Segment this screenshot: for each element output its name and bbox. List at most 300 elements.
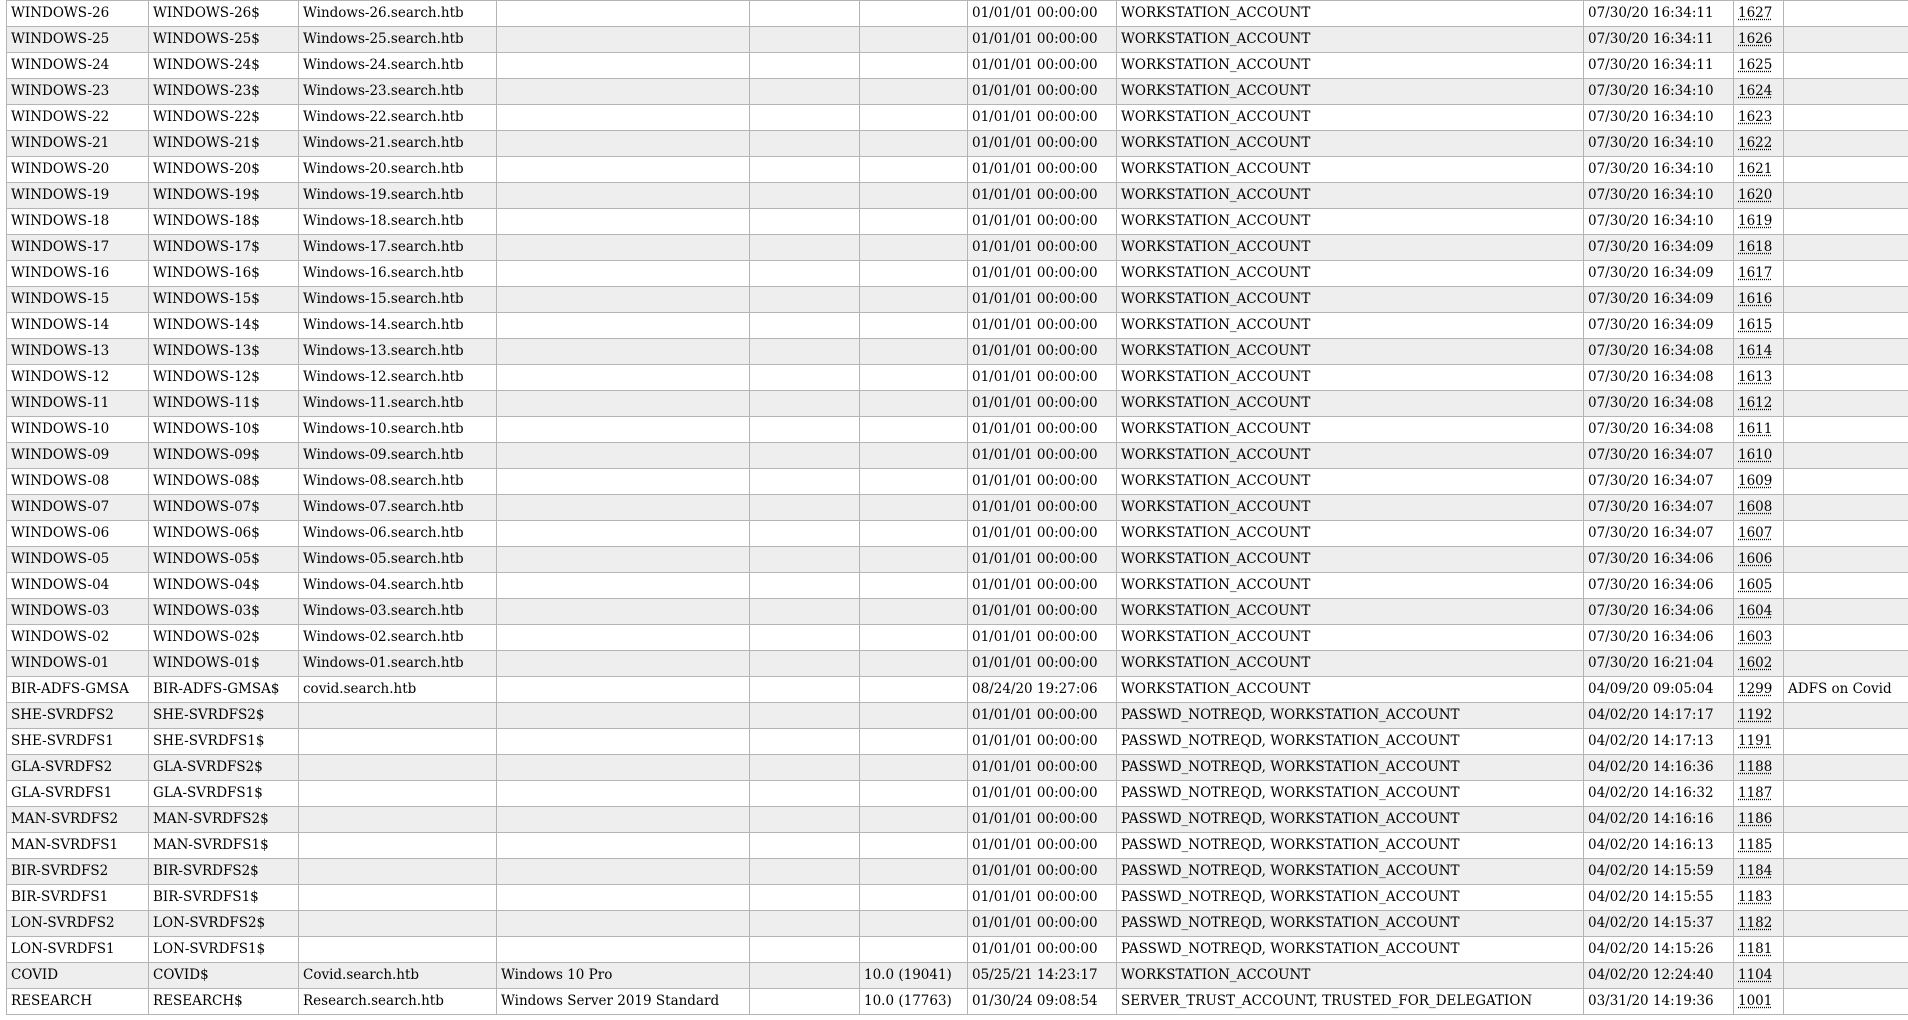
- sid-link[interactable]: 1627: [1738, 5, 1773, 21]
- cell-cn: MAN-SVRDFS1: [7, 833, 149, 859]
- cell-dns-hostname: [299, 885, 497, 911]
- sid-link[interactable]: 1606: [1738, 551, 1773, 567]
- cell-last-logon: 08/24/20 19:27:06: [968, 677, 1117, 703]
- sid-link[interactable]: 1617: [1738, 265, 1773, 281]
- sid-link[interactable]: 1619: [1738, 213, 1773, 229]
- cell-created: 07/30/20 16:34:09: [1584, 313, 1734, 339]
- cell-dns-hostname: Windows-16.search.htb: [299, 261, 497, 287]
- table-row: [7, 729, 1908, 755]
- sid-link[interactable]: 1607: [1738, 525, 1773, 541]
- cell-service-pack: [750, 53, 860, 79]
- cell-service-pack: [750, 807, 860, 833]
- cell-sid: [1734, 235, 1784, 261]
- cell-description: [1784, 391, 1908, 417]
- cell-description: [1784, 807, 1908, 833]
- cell-operating-system: [497, 209, 750, 235]
- sid-link[interactable]: 1625: [1738, 57, 1773, 73]
- cell-flags: WORKSTATION_ACCOUNT: [1117, 183, 1584, 209]
- cell-sid: [1734, 937, 1784, 963]
- cell-description: [1784, 495, 1908, 521]
- sid-link[interactable]: 1188: [1738, 759, 1773, 775]
- cell-created: 04/02/20 14:15:55: [1584, 885, 1734, 911]
- cell-service-pack: [750, 495, 860, 521]
- cell-dns-hostname: Windows-17.search.htb: [299, 235, 497, 261]
- cell-sid: [1734, 417, 1784, 443]
- cell-operating-system: [497, 313, 750, 339]
- cell-flags: WORKSTATION_ACCOUNT: [1117, 599, 1584, 625]
- cell-flags: WORKSTATION_ACCOUNT: [1117, 547, 1584, 573]
- cell-flags: WORKSTATION_ACCOUNT: [1117, 417, 1584, 443]
- cell-last-logon: 01/01/01 00:00:00: [968, 599, 1117, 625]
- cell-sid: [1734, 209, 1784, 235]
- cell-description: [1784, 235, 1908, 261]
- cell-flags: WORKSTATION_ACCOUNT: [1117, 235, 1584, 261]
- cell-cn: BIR-SVRDFS2: [7, 859, 149, 885]
- cell-os-version: [860, 469, 968, 495]
- cell-os-version: [860, 495, 968, 521]
- cell-created: 07/30/20 16:34:08: [1584, 339, 1734, 365]
- cell-dns-hostname: Windows-05.search.htb: [299, 547, 497, 573]
- cell-os-version: [860, 807, 968, 833]
- sid-link[interactable]: 1604: [1738, 603, 1773, 619]
- cell-service-pack: [750, 443, 860, 469]
- cell-sam-account-name: WINDOWS-19$: [149, 183, 299, 209]
- cell-dns-hostname: [299, 703, 497, 729]
- cell-os-version: [860, 781, 968, 807]
- cell-sam-account-name: COVID$: [149, 963, 299, 989]
- sid-link[interactable]: 1104: [1738, 967, 1773, 983]
- cell-sid: [1734, 885, 1784, 911]
- cell-cn: WINDOWS-08: [7, 469, 149, 495]
- cell-created: 07/30/20 16:34:10: [1584, 79, 1734, 105]
- table-row: [7, 469, 1908, 495]
- cell-last-logon: 05/25/21 14:23:17: [968, 963, 1117, 989]
- cell-flags: WORKSTATION_ACCOUNT: [1117, 677, 1584, 703]
- cell-cn: SHE-SVRDFS2: [7, 703, 149, 729]
- cell-description: [1784, 521, 1908, 547]
- cell-cn: WINDOWS-23: [7, 79, 149, 105]
- cell-sid: [1734, 963, 1784, 989]
- cell-sam-account-name: GLA-SVRDFS2$: [149, 755, 299, 781]
- cell-dns-hostname: [299, 781, 497, 807]
- cell-cn: WINDOWS-17: [7, 235, 149, 261]
- cell-service-pack: [750, 27, 860, 53]
- cell-service-pack: [750, 365, 860, 391]
- cell-sam-account-name: BIR-ADFS-GMSA$: [149, 677, 299, 703]
- cell-cn: WINDOWS-26: [7, 1, 149, 27]
- cell-description: [1784, 963, 1908, 989]
- cell-last-logon: 01/01/01 00:00:00: [968, 937, 1117, 963]
- sid-link[interactable]: 1613: [1738, 369, 1773, 385]
- cell-description: [1784, 79, 1908, 105]
- cell-created: 04/02/20 14:15:59: [1584, 859, 1734, 885]
- cell-created: 07/30/20 16:34:09: [1584, 287, 1734, 313]
- cell-created: 04/02/20 14:16:13: [1584, 833, 1734, 859]
- cell-operating-system: [497, 833, 750, 859]
- cell-sam-account-name: WINDOWS-24$: [149, 53, 299, 79]
- cell-sid: [1734, 495, 1784, 521]
- sid-link[interactable]: 1181: [1738, 941, 1773, 957]
- cell-sam-account-name: WINDOWS-01$: [149, 651, 299, 677]
- cell-last-logon: 01/01/01 00:00:00: [968, 235, 1117, 261]
- cell-description: [1784, 131, 1908, 157]
- cell-cn: WINDOWS-25: [7, 27, 149, 53]
- cell-operating-system: [497, 859, 750, 885]
- cell-flags: WORKSTATION_ACCOUNT: [1117, 131, 1584, 157]
- cell-created: 07/30/20 16:34:10: [1584, 157, 1734, 183]
- table-row: [7, 703, 1908, 729]
- cell-description: [1784, 469, 1908, 495]
- cell-service-pack: [750, 1, 860, 27]
- cell-created: 07/30/20 16:34:07: [1584, 521, 1734, 547]
- cell-sid: [1734, 755, 1784, 781]
- cell-os-version: [860, 53, 968, 79]
- table-row: [7, 417, 1908, 443]
- sid-link[interactable]: 1001: [1738, 993, 1773, 1009]
- cell-description: [1784, 573, 1908, 599]
- table-row: [7, 209, 1908, 235]
- cell-sid: [1734, 469, 1784, 495]
- cell-sam-account-name: WINDOWS-17$: [149, 235, 299, 261]
- cell-cn: WINDOWS-04: [7, 573, 149, 599]
- cell-service-pack: [750, 625, 860, 651]
- cell-dns-hostname: Windows-25.search.htb: [299, 27, 497, 53]
- cell-dns-hostname: Windows-10.search.htb: [299, 417, 497, 443]
- cell-cn: WINDOWS-15: [7, 287, 149, 313]
- cell-flags: WORKSTATION_ACCOUNT: [1117, 157, 1584, 183]
- cell-flags: PASSWD_NOTREQD, WORKSTATION_ACCOUNT: [1117, 885, 1584, 911]
- cell-description: [1784, 157, 1908, 183]
- cell-dns-hostname: Windows-13.search.htb: [299, 339, 497, 365]
- cell-sid: [1734, 781, 1784, 807]
- table-row: [7, 391, 1908, 417]
- cell-dns-hostname: Windows-21.search.htb: [299, 131, 497, 157]
- cell-sid: [1734, 625, 1784, 651]
- cell-cn: WINDOWS-22: [7, 105, 149, 131]
- table-row: [7, 859, 1908, 885]
- cell-description: [1784, 27, 1908, 53]
- cell-description: [1784, 339, 1908, 365]
- cell-dns-hostname: [299, 755, 497, 781]
- sid-link[interactable]: 1187: [1738, 785, 1773, 801]
- cell-sid: [1734, 365, 1784, 391]
- table-row: [7, 807, 1908, 833]
- cell-os-version: [860, 365, 968, 391]
- cell-flags: WORKSTATION_ACCOUNT: [1117, 53, 1584, 79]
- cell-service-pack: [750, 729, 860, 755]
- cell-operating-system: [497, 729, 750, 755]
- cell-operating-system: [497, 677, 750, 703]
- cell-created: 07/30/20 16:34:09: [1584, 261, 1734, 287]
- cell-created: 07/30/20 16:34:06: [1584, 547, 1734, 573]
- cell-dns-hostname: Windows-23.search.htb: [299, 79, 497, 105]
- cell-dns-hostname: Windows-15.search.htb: [299, 287, 497, 313]
- table-row: [7, 547, 1908, 573]
- cell-dns-hostname: [299, 807, 497, 833]
- cell-flags: PASSWD_NOTREQD, WORKSTATION_ACCOUNT: [1117, 729, 1584, 755]
- cell-sam-account-name: WINDOWS-25$: [149, 27, 299, 53]
- cell-operating-system: [497, 599, 750, 625]
- cell-os-version: [860, 209, 968, 235]
- cell-flags: PASSWD_NOTREQD, WORKSTATION_ACCOUNT: [1117, 911, 1584, 937]
- cell-flags: WORKSTATION_ACCOUNT: [1117, 963, 1584, 989]
- cell-sid: [1734, 547, 1784, 573]
- cell-created: 03/31/20 14:19:36: [1584, 989, 1734, 1015]
- cell-last-logon: 01/01/01 00:00:00: [968, 1, 1117, 27]
- cell-dns-hostname: Covid.search.htb: [299, 963, 497, 989]
- cell-service-pack: [750, 651, 860, 677]
- table-row: [7, 79, 1908, 105]
- cell-sid: [1734, 859, 1784, 885]
- cell-description: [1784, 859, 1908, 885]
- sid-link[interactable]: 1615: [1738, 317, 1773, 333]
- cell-last-logon: 01/01/01 00:00:00: [968, 573, 1117, 599]
- cell-sam-account-name: WINDOWS-03$: [149, 599, 299, 625]
- cell-dns-hostname: covid.search.htb: [299, 677, 497, 703]
- cell-created: 07/30/20 16:34:08: [1584, 365, 1734, 391]
- cell-operating-system: [497, 417, 750, 443]
- sid-link[interactable]: 1602: [1738, 655, 1773, 671]
- table-row: [7, 365, 1908, 391]
- cell-description: [1784, 53, 1908, 79]
- cell-last-logon: 01/01/01 00:00:00: [968, 469, 1117, 495]
- cell-flags: WORKSTATION_ACCOUNT: [1117, 365, 1584, 391]
- cell-last-logon: 01/01/01 00:00:00: [968, 391, 1117, 417]
- cell-description: [1784, 365, 1908, 391]
- cell-operating-system: [497, 443, 750, 469]
- cell-sam-account-name: WINDOWS-22$: [149, 105, 299, 131]
- cell-sid: [1734, 599, 1784, 625]
- cell-os-version: [860, 287, 968, 313]
- cell-created: 04/09/20 09:05:04: [1584, 677, 1734, 703]
- cell-last-logon: 01/01/01 00:00:00: [968, 911, 1117, 937]
- cell-flags: WORKSTATION_ACCOUNT: [1117, 287, 1584, 313]
- sid-link[interactable]: 1183: [1738, 889, 1773, 905]
- sid-link[interactable]: 1621: [1738, 161, 1773, 177]
- table-row: [7, 105, 1908, 131]
- sid-link[interactable]: 1185: [1738, 837, 1773, 853]
- cell-sid: [1734, 261, 1784, 287]
- sid-link[interactable]: 1612: [1738, 395, 1773, 411]
- computers-table-body: [7, 1, 1908, 1015]
- cell-flags: WORKSTATION_ACCOUNT: [1117, 469, 1584, 495]
- cell-service-pack: [750, 105, 860, 131]
- cell-os-version: [860, 391, 968, 417]
- cell-cn: WINDOWS-14: [7, 313, 149, 339]
- cell-flags: PASSWD_NOTREQD, WORKSTATION_ACCOUNT: [1117, 937, 1584, 963]
- cell-cn: WINDOWS-06: [7, 521, 149, 547]
- cell-flags: WORKSTATION_ACCOUNT: [1117, 625, 1584, 651]
- cell-sam-account-name: WINDOWS-02$: [149, 625, 299, 651]
- cell-created: 04/02/20 14:17:17: [1584, 703, 1734, 729]
- cell-created: 04/02/20 14:16:36: [1584, 755, 1734, 781]
- cell-service-pack: [750, 209, 860, 235]
- table-row: [7, 313, 1908, 339]
- cell-flags: WORKSTATION_ACCOUNT: [1117, 339, 1584, 365]
- cell-cn: GLA-SVRDFS1: [7, 781, 149, 807]
- cell-dns-hostname: Windows-06.search.htb: [299, 521, 497, 547]
- cell-operating-system: Windows 10 Pro: [497, 963, 750, 989]
- cell-created: 04/02/20 14:15:26: [1584, 937, 1734, 963]
- cell-created: 07/30/20 16:34:07: [1584, 469, 1734, 495]
- cell-sid: [1734, 1, 1784, 27]
- sid-link[interactable]: 1184: [1738, 863, 1773, 879]
- sid-link[interactable]: 1182: [1738, 915, 1773, 931]
- cell-sam-account-name: WINDOWS-07$: [149, 495, 299, 521]
- cell-os-version: [860, 573, 968, 599]
- cell-os-version: [860, 183, 968, 209]
- cell-service-pack: [750, 833, 860, 859]
- cell-operating-system: [497, 365, 750, 391]
- table-row: [7, 157, 1908, 183]
- cell-dns-hostname: [299, 833, 497, 859]
- cell-dns-hostname: Windows-04.search.htb: [299, 573, 497, 599]
- sid-link[interactable]: 1616: [1738, 291, 1773, 307]
- cell-sid: [1734, 53, 1784, 79]
- cell-sam-account-name: WINDOWS-20$: [149, 157, 299, 183]
- cell-description: [1784, 599, 1908, 625]
- cell-flags: WORKSTATION_ACCOUNT: [1117, 573, 1584, 599]
- cell-last-logon: 01/01/01 00:00:00: [968, 339, 1117, 365]
- table-row: [7, 781, 1908, 807]
- sid-link[interactable]: 1191: [1738, 733, 1773, 749]
- cell-cn: WINDOWS-03: [7, 599, 149, 625]
- cell-cn: WINDOWS-10: [7, 417, 149, 443]
- cell-last-logon: 01/01/01 00:00:00: [968, 755, 1117, 781]
- cell-sam-account-name: LON-SVRDFS1$: [149, 937, 299, 963]
- cell-os-version: [860, 729, 968, 755]
- cell-service-pack: [750, 677, 860, 703]
- cell-dns-hostname: Windows-22.search.htb: [299, 105, 497, 131]
- cell-description: [1784, 1, 1908, 27]
- cell-last-logon: 01/01/01 00:00:00: [968, 79, 1117, 105]
- cell-cn: WINDOWS-09: [7, 443, 149, 469]
- cell-last-logon: 01/01/01 00:00:00: [968, 443, 1117, 469]
- cell-flags: WORKSTATION_ACCOUNT: [1117, 651, 1584, 677]
- cell-operating-system: [497, 625, 750, 651]
- sid-link[interactable]: 1620: [1738, 187, 1773, 203]
- cell-service-pack: [750, 911, 860, 937]
- cell-sam-account-name: WINDOWS-12$: [149, 365, 299, 391]
- cell-service-pack: [750, 963, 860, 989]
- cell-sid: [1734, 677, 1784, 703]
- cell-cn: WINDOWS-20: [7, 157, 149, 183]
- table-row: [7, 677, 1908, 703]
- table-row: [7, 651, 1908, 677]
- cell-created: 07/30/20 16:34:10: [1584, 105, 1734, 131]
- cell-created: 07/30/20 16:34:09: [1584, 235, 1734, 261]
- sid-link[interactable]: 1608: [1738, 499, 1773, 515]
- cell-operating-system: [497, 1, 750, 27]
- cell-operating-system: [497, 235, 750, 261]
- cell-created: 07/30/20 16:34:06: [1584, 625, 1734, 651]
- cell-created: 07/30/20 16:21:04: [1584, 651, 1734, 677]
- cell-description: [1784, 703, 1908, 729]
- cell-last-logon: 01/01/01 00:00:00: [968, 27, 1117, 53]
- table-row: [7, 339, 1908, 365]
- cell-sid: [1734, 287, 1784, 313]
- cell-sid: [1734, 989, 1784, 1015]
- cell-last-logon: 01/01/01 00:00:00: [968, 495, 1117, 521]
- cell-operating-system: [497, 781, 750, 807]
- table-row: [7, 287, 1908, 313]
- sid-link[interactable]: 1614: [1738, 343, 1773, 359]
- cell-flags: WORKSTATION_ACCOUNT: [1117, 391, 1584, 417]
- cell-last-logon: 01/01/01 00:00:00: [968, 703, 1117, 729]
- cell-last-logon: 01/01/01 00:00:00: [968, 365, 1117, 391]
- cell-last-logon: 01/01/01 00:00:00: [968, 807, 1117, 833]
- cell-sam-account-name: WINDOWS-05$: [149, 547, 299, 573]
- cell-cn: WINDOWS-21: [7, 131, 149, 157]
- cell-dns-hostname: Research.search.htb: [299, 989, 497, 1015]
- cell-last-logon: 01/01/01 00:00:00: [968, 833, 1117, 859]
- cell-dns-hostname: Windows-12.search.htb: [299, 365, 497, 391]
- cell-flags: WORKSTATION_ACCOUNT: [1117, 79, 1584, 105]
- cell-os-version: 10.0 (17763): [860, 989, 968, 1015]
- sid-link[interactable]: 1611: [1738, 421, 1773, 437]
- table-row: [7, 963, 1908, 989]
- cell-os-version: [860, 833, 968, 859]
- sid-link[interactable]: 1605: [1738, 577, 1773, 593]
- cell-cn: WINDOWS-02: [7, 625, 149, 651]
- cell-created: 07/30/20 16:34:11: [1584, 1, 1734, 27]
- cell-operating-system: [497, 27, 750, 53]
- cell-cn: WINDOWS-13: [7, 339, 149, 365]
- cell-description: [1784, 287, 1908, 313]
- cell-flags: WORKSTATION_ACCOUNT: [1117, 261, 1584, 287]
- sid-link[interactable]: 1623: [1738, 109, 1773, 125]
- cell-operating-system: [497, 937, 750, 963]
- table-row: [7, 989, 1908, 1015]
- cell-sam-account-name: GLA-SVRDFS1$: [149, 781, 299, 807]
- sid-link[interactable]: 1192: [1738, 707, 1773, 723]
- table-row: [7, 235, 1908, 261]
- cell-dns-hostname: Windows-03.search.htb: [299, 599, 497, 625]
- cell-service-pack: [750, 417, 860, 443]
- table-row: [7, 885, 1908, 911]
- cell-created: 04/02/20 14:16:32: [1584, 781, 1734, 807]
- cell-operating-system: Windows Server 2019 Standard: [497, 989, 750, 1015]
- sid-link[interactable]: 1609: [1738, 473, 1773, 489]
- cell-created: 04/02/20 14:16:16: [1584, 807, 1734, 833]
- cell-service-pack: [750, 859, 860, 885]
- cell-sid: [1734, 105, 1784, 131]
- cell-cn: LON-SVRDFS1: [7, 937, 149, 963]
- cell-service-pack: [750, 469, 860, 495]
- cell-dns-hostname: [299, 937, 497, 963]
- cell-created: 04/02/20 12:24:40: [1584, 963, 1734, 989]
- cell-sid: [1734, 651, 1784, 677]
- cell-operating-system: [497, 157, 750, 183]
- sid-link[interactable]: 1624: [1738, 83, 1773, 99]
- cell-os-version: [860, 703, 968, 729]
- cell-os-version: [860, 599, 968, 625]
- cell-description: [1784, 937, 1908, 963]
- sid-link[interactable]: 1622: [1738, 135, 1773, 151]
- cell-cn: GLA-SVRDFS2: [7, 755, 149, 781]
- cell-operating-system: [497, 79, 750, 105]
- sid-link[interactable]: 1618: [1738, 239, 1773, 255]
- cell-os-version: [860, 755, 968, 781]
- sid-link[interactable]: 1603: [1738, 629, 1773, 645]
- sid-link[interactable]: 1626: [1738, 31, 1773, 47]
- cell-os-version: [860, 1, 968, 27]
- table-row: [7, 755, 1908, 781]
- sid-link[interactable]: 1186: [1738, 811, 1773, 827]
- cell-cn: RESEARCH: [7, 989, 149, 1015]
- sid-link[interactable]: 1610: [1738, 447, 1773, 463]
- sid-link[interactable]: 1299: [1738, 681, 1773, 697]
